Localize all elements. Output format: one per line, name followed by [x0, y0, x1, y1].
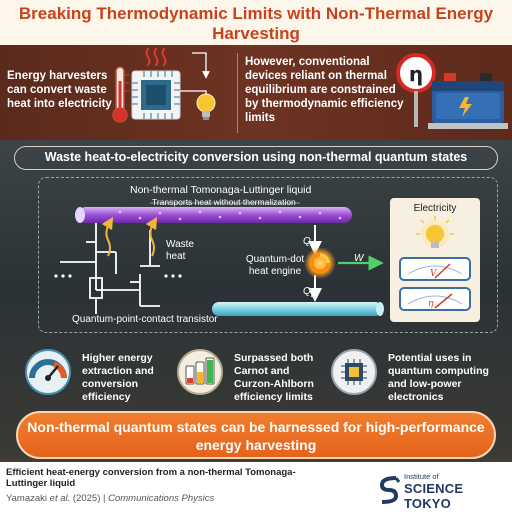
citation-title: Efficient heat-energy conversion from a non-thermal Tomonaga-Luttinger liquid: [6, 467, 296, 489]
voltage-meter-icon: [400, 258, 470, 280]
svg-text:η: η: [428, 299, 434, 309]
batteries-icon: [176, 348, 224, 396]
work-label: W: [354, 253, 364, 264]
cold-channel: [212, 302, 384, 316]
citation-etal: et al.: [49, 493, 71, 504]
qpc-transistor-circuit: [60, 223, 160, 314]
conclusion-banner: Non-thermal quantum states can be harnessed for high-performance energy harvesting: [16, 411, 496, 459]
citation-year: (2025) |: [72, 493, 106, 504]
benefit-text-1: Higher energy extraction and conversion efficiency: [82, 352, 154, 403]
intro-right-text: However, conventional devices reliant on thermal equilibrium are constrained by thermodynamic efficiency limits: [245, 56, 404, 124]
engine-label: Quantum-dot heat engine: [245, 254, 305, 277]
eta-symbol: η: [408, 62, 424, 86]
logo-institute-of: Institute of: [404, 472, 439, 481]
car-battery-icon: [428, 73, 508, 129]
electricity-bulb-icon: [416, 216, 454, 248]
chip-icon: [330, 348, 378, 396]
processor-chip-icon: [132, 71, 180, 119]
citation-journal: Communications Physics: [108, 493, 215, 504]
thermometer-icon: [113, 67, 129, 122]
waste-heat-arrows: [106, 222, 154, 256]
efficiency-limit-sign-icon: [398, 55, 434, 127]
benefit-text-3: Potential uses in quantum computing and low-power electronics: [388, 352, 489, 403]
ql-label: $Q_L$: [303, 286, 315, 299]
transport-label: Transports heat without thermalization: [152, 197, 296, 207]
tomonaga-luttinger-channel: [75, 207, 352, 223]
qpc-label: Quantum-point-contact transistor: [72, 314, 218, 325]
footer: [0, 462, 512, 512]
liquid-label: Non-thermal Tomonaga-Luttinger liquid: [130, 184, 312, 196]
section-header: Waste heat-to-electricity conversion using non-thermal quantum states: [14, 146, 498, 170]
efficiency-meter-icon: [400, 288, 470, 310]
benefit-text-2: Surpassed both Carnot and Curzon-Ahlborn efficiency limits: [234, 352, 314, 403]
intro-divider: [237, 53, 238, 133]
battery-limit-illustration: [392, 51, 510, 135]
logo-name: SCIENCE TOKYO: [404, 481, 464, 511]
electricity-illustration: [390, 198, 480, 322]
logo-mark-icon: [378, 474, 400, 504]
harvester-illustration: [108, 45, 232, 140]
qh-label: $Q_H$: [303, 236, 316, 249]
electricity-label: Electricity: [413, 203, 457, 214]
ellipsis-left: [54, 274, 71, 277]
intro-left-text: Energy harvesters can convert waste heat into electricity: [7, 70, 112, 110]
gauge-icon: [24, 348, 72, 396]
heat-waves-icon: [147, 49, 166, 65]
citation-line: [6, 493, 214, 504]
science-tokyo-logo: [378, 472, 508, 511]
electricity-panel: [390, 198, 480, 322]
citation-authors: Yamazaki: [6, 493, 48, 504]
poster-title: Breaking Thermodynamic Limits with Non-Thermal Energy Harvesting: [18, 4, 494, 43]
svg-text:V: V: [430, 269, 437, 279]
waste-heat-label: Waste heat: [166, 239, 194, 262]
ellipsis-right: [164, 274, 181, 277]
intro-band: [0, 45, 512, 140]
light-bulb-icon: [197, 94, 215, 120]
